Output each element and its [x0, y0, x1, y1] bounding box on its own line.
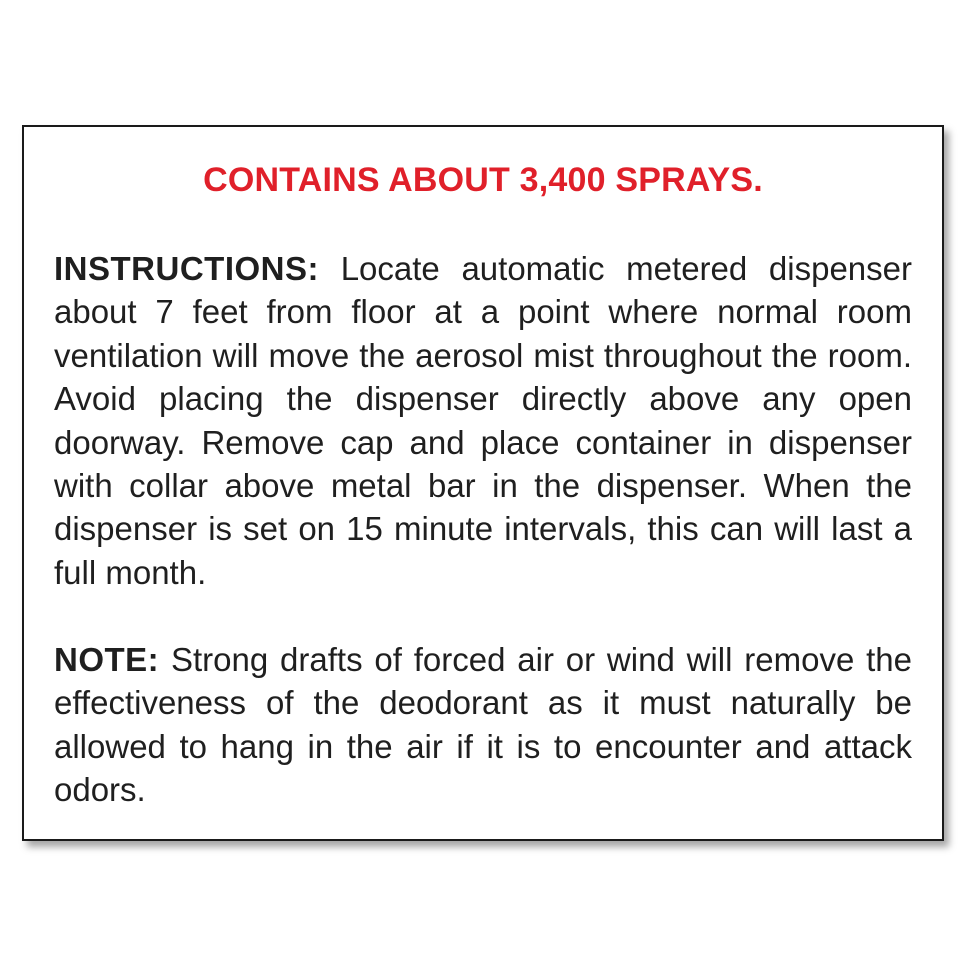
instructions-body: Locate automatic metered dispenser about 7 feet from floor at a point where normal room ventilation will move the aerosol mist throughout the room. Avoid placing the dispenser directly above any open doorway. Remove cap and place container in dispenser with collar above metal bar in the dispenser. When the dispenser is set on 15 minute intervals, this can will last a full month. — [54, 250, 912, 591]
instruction-label — [22, 125, 944, 841]
instructions-paragraph — [54, 247, 912, 594]
instructions-lead: INSTRUCTIONS: — [54, 250, 319, 287]
note-body: Strong drafts of forced air or wind will remove the effectiveness of the deodorant as it must naturally be allowed to hang in the air if it is to encounter and attack odors. — [54, 641, 913, 809]
note-paragraph — [54, 638, 912, 812]
spray-count-headline: CONTAINS ABOUT 3,400 SPRAYS. — [203, 161, 763, 199]
note-lead: NOTE: — [54, 641, 160, 678]
